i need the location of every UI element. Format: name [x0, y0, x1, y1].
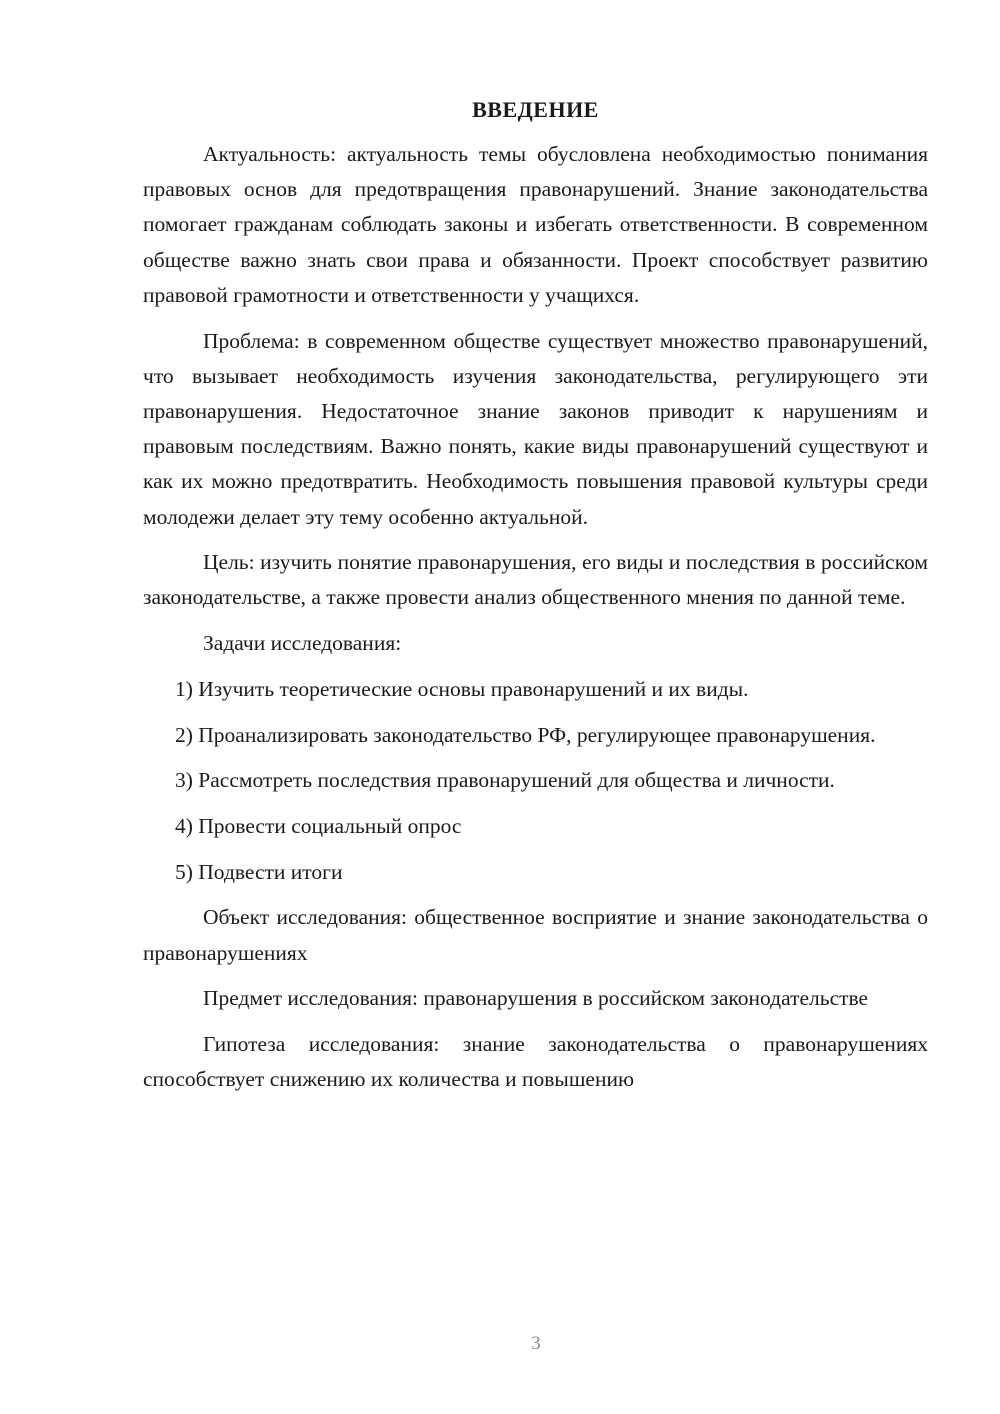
task-item-2: 2) Проанализировать законодательство РФ, регулирующее правонарушения. — [175, 722, 876, 747]
research-subject-paragraph: Предмет исследования: правонарушения в российском законодательстве — [203, 986, 869, 1011]
research-object-paragraph: Объект исследования: общественное восприятие и знание законодательства о правонарушениях — [143, 905, 928, 965]
document-body — [143, 92, 928, 1108]
task-item-1: 1) Изучить теоретические основы правонарушений и их виды. — [175, 676, 749, 701]
page-number: 3 — [531, 1333, 541, 1354]
hypothesis-paragraph: Гипотеза исследования: знание законодательства о правонарушениях способствует снижению их количества и повышению — [143, 1031, 928, 1092]
goal-paragraph: Цель: изучить понятие правонарушения, его виды и последствия в российском законодательстве, а также провести анализ общественного мнения по данной теме. — [143, 550, 928, 610]
relevance-paragraph: Актуальность: актуальность темы обусловлена необходимостью понимания правовых основ для предотвращения правонарушений. Знание законодательства помогает гражданам соблюдать законы и избегать ответственности. В современном обществе важно знать свои права и обязанности. Проект способствует развитию правовой грамотности и ответственности у учащихся. — [143, 142, 928, 307]
task-item-5: 5) Подвести итоги — [175, 859, 343, 884]
tasks-heading: Задачи исследования: — [203, 631, 402, 656]
section-title: ВВЕДЕНИЕ — [472, 97, 599, 122]
task-item-3: 3) Рассмотреть последствия правонарушений для общества и личности. — [175, 768, 835, 793]
task-item-4: 4) Провести социальный опрос — [175, 813, 462, 838]
problem-paragraph: Проблема: в современном обществе существует множество правонарушений, что вызывает необходимость изучения законодательства, регулирующего эти правонарушения. Недостаточное знание законов приводит к нарушениям и правовым последствиям. Важно понять, какие виды правонарушений существуют и как их можно предотвратить. Необходимость повышения правовой культуры среди молодежи делает эту тему особенно актуальной. — [143, 328, 928, 529]
